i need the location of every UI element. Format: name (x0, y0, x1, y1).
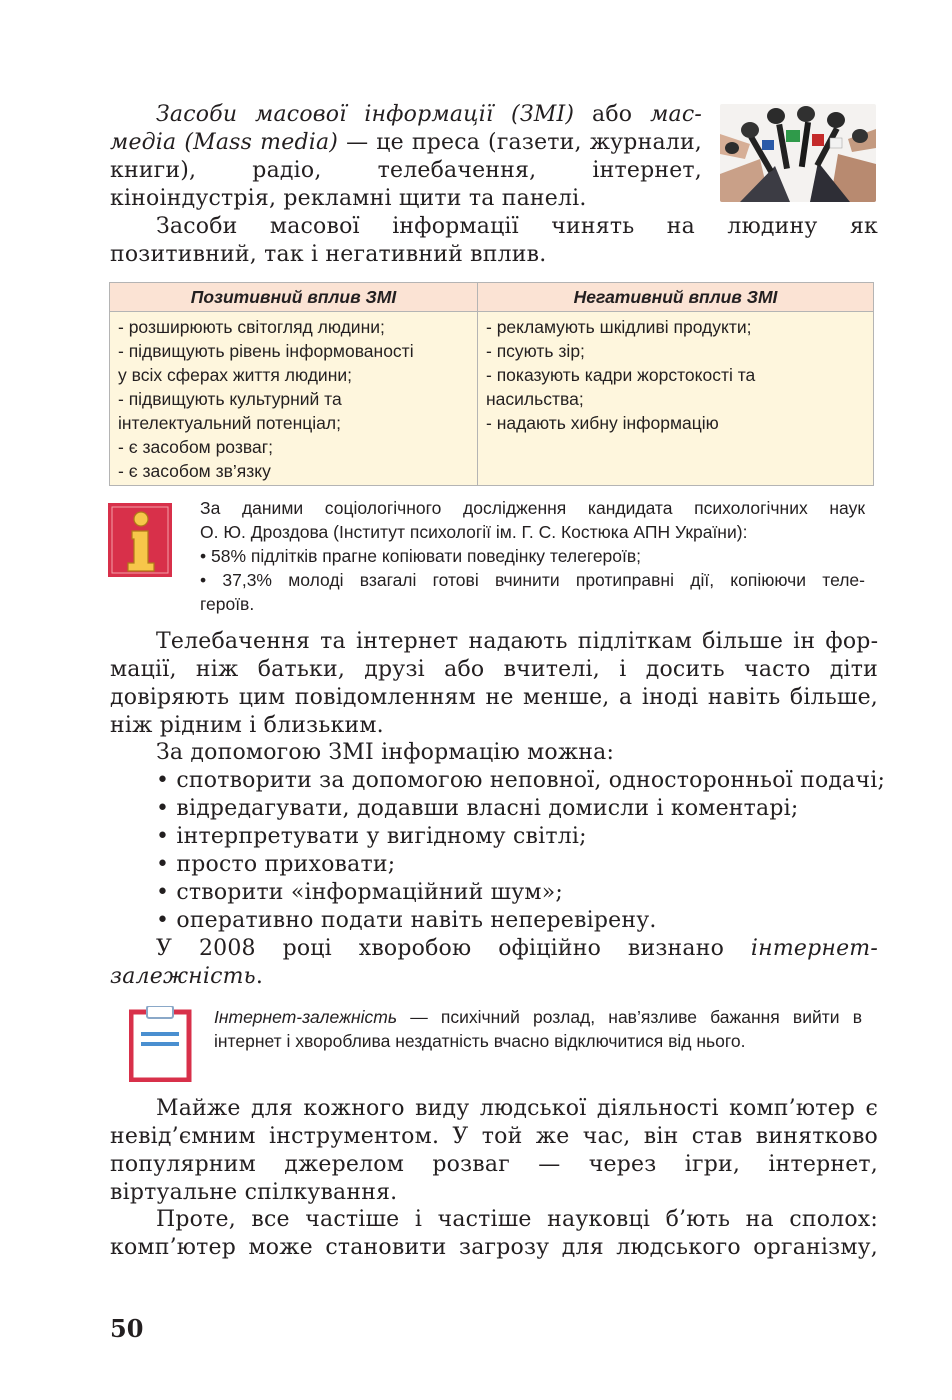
manipulation-list (110, 739, 886, 991)
note-line: героїв. (200, 594, 255, 614)
list-item: • створити «інформаційний шум»; (156, 880, 564, 905)
term-addiction: інтернет-залежність (110, 936, 878, 989)
definition-term: Інтернет-залежність (214, 1007, 398, 1027)
header-positive: Позитивний вплив ЗМІ (110, 283, 478, 312)
list-item: • відредагувати, додавши власні домисли і коментарі; (156, 796, 799, 821)
list-item: • просто приховати; (156, 852, 396, 877)
list-item: у всіх сферах життя людини; (118, 365, 353, 385)
list-item: інтелектуальний потенціал; (118, 413, 341, 433)
positive-cell (110, 312, 478, 486)
header-negative: Негативний вплив ЗМІ (478, 283, 874, 312)
list-item: - надають хибну інформацію (486, 413, 719, 433)
list-item: - показують кадри жорстокості та (486, 365, 756, 385)
influence-table (109, 282, 874, 486)
note-line: За даними соціологічного дослідження кандидата психологічних наук (200, 498, 865, 518)
list-item: - є засобом зв’язку (118, 461, 271, 481)
list-item: - рекламують шкідливі продукти; (486, 317, 752, 337)
list-item: - підвищують рівень інформованості (118, 341, 414, 361)
note-line: • 37,3% молоді взагалі готові вчинити протиправні дії, копіюючи теле- (200, 570, 865, 590)
list-item: - розширюють світогляд людини; (118, 317, 385, 337)
info-icon (108, 501, 176, 579)
term-mass-media: мас-медіа (Mass media) (110, 102, 702, 155)
microphones-photo (720, 104, 876, 202)
table-row (110, 312, 874, 486)
clipboard-icon (129, 1006, 193, 1082)
page-number: 50 (110, 1314, 144, 1343)
list-item: - підвищують культурний та (118, 389, 342, 409)
list-item: • інтерпретувати у вигідному світлі; (156, 824, 587, 849)
intro-paragraph: Засоби масової інформації (ЗМІ) або мас-медіа (Mass media) — це преса (газети, журнали, книги), радіо, телебачення, інтернет, кіноіндустрія, рекламні щити та панелі. (110, 102, 703, 211)
alarm-paragraph: Проте, все частіше і частіше науковці б’ють на сполох: комп’ютер може становити загрозу для людського організму, (110, 1207, 878, 1260)
list-item: • спотворити за допомогою неповної, односторонньої подачі; (156, 768, 886, 793)
list-item: • оперативно подати навіть неперевірену. (156, 908, 657, 933)
list-item: - є засобом розваг; (118, 437, 273, 457)
influence-paragraph: Засоби масової інформації чинять на людину як позитивний, так і негативний вплив. (110, 214, 878, 267)
definition-block: Інтернет-залежність — психічний розлад, нав’язливе бажання вийти в інтернет і хвороблива нездатність вчасно відключитися від нього. (214, 1007, 862, 1051)
research-note (200, 496, 865, 616)
addiction-paragraph: У 2008 році хворобою офіційно визнано інтернет-залежність. (110, 936, 878, 989)
term-zmi: Засоби масової інформації (ЗМІ) (156, 102, 575, 127)
negative-cell (478, 312, 874, 486)
computer-paragraph: Майже для кожного виду людської діяльності комп’ютер є невід’ємним інструментом. У той же час, він став винятково популярним джерелом розваг — через ігри, інтернет, віртуальне спілкування. (110, 1096, 878, 1205)
note-line: • 58% підлітків прагне копіювати поведінку телегероїв; (200, 546, 642, 566)
tv-internet-paragraph: Телебачення та інтернет надають підліткам більше ін формації, ніж батьки, друзі або вчителі, і досить часто діти довіряють цим повідомленням не менше, а іноді навіть більше, ніж рідним і близьким. (110, 629, 878, 738)
list-intro: За допомогою ЗМІ інформацію можна: (156, 740, 615, 765)
table-header-row (110, 283, 874, 312)
note-line: О. Ю. Дроздова (Інститут психології ім. Г. С. Костюка АПН України): (200, 522, 748, 542)
list-item: насильства; (486, 389, 584, 409)
list-item: - псують зір; (486, 341, 585, 361)
